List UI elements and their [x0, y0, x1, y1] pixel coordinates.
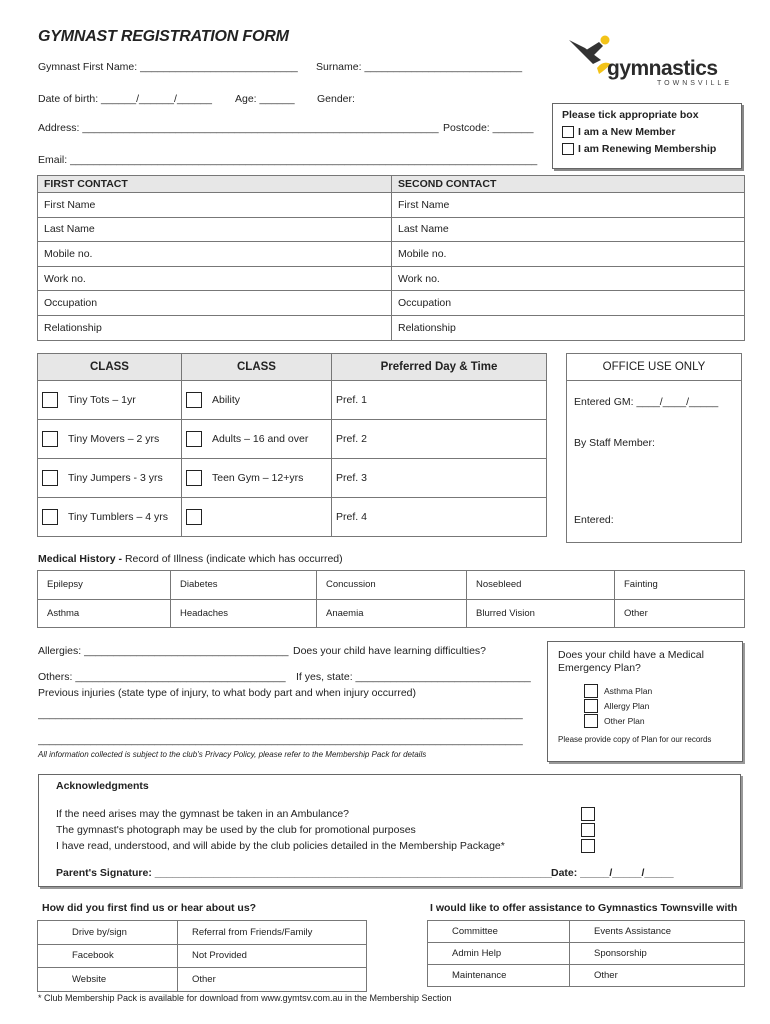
- find-us-option[interactable]: Facebook: [38, 944, 178, 968]
- assist-option[interactable]: Sponsorship: [570, 943, 745, 965]
- preferred-day-header: Preferred Day & Time: [332, 354, 547, 381]
- assistance-table: [427, 920, 745, 987]
- contact-cell[interactable]: Last Name: [392, 217, 745, 242]
- contact-cell[interactable]: Mobile no.: [38, 242, 392, 267]
- contact-cell[interactable]: First Name: [38, 193, 392, 218]
- logo-subtitle: TOWNSVILLE: [657, 80, 732, 87]
- class-label: Adults – 16 and over: [212, 433, 309, 445]
- staff-member-field[interactable]: By Staff Member:: [574, 437, 655, 449]
- renewing-member-option[interactable]: [562, 143, 732, 155]
- option-label: I am a New Member: [578, 126, 676, 138]
- assist-option[interactable]: Maintenance: [428, 965, 570, 987]
- checkbox[interactable]: [562, 143, 574, 155]
- checkbox[interactable]: [562, 126, 574, 138]
- find-us-option[interactable]: Referral from Friends/Family: [178, 921, 367, 945]
- entered-gm-field[interactable]: Entered GM: ____/____/_____: [574, 396, 719, 408]
- checkbox[interactable]: [186, 431, 202, 447]
- checkbox[interactable]: [42, 470, 58, 486]
- find-us-option[interactable]: Drive by/sign: [38, 921, 178, 945]
- acknowledgments-box: [38, 774, 741, 887]
- class-header: CLASS: [38, 354, 182, 381]
- entered-field[interactable]: Entered:: [574, 514, 614, 526]
- checkbox[interactable]: [186, 509, 202, 525]
- illness-cell[interactable]: Anaemia: [317, 599, 467, 628]
- checkbox[interactable]: [42, 509, 58, 525]
- allergy-plan-option[interactable]: Allergy Plan: [558, 699, 732, 713]
- ambulance-consent: If the need arises may the gymnast be taken in an Ambulance?: [56, 808, 350, 820]
- pref-cell[interactable]: Pref. 2: [332, 420, 547, 459]
- contact-cell[interactable]: Relationship: [392, 315, 745, 340]
- find-us-option[interactable]: Other: [178, 968, 367, 992]
- photo-consent: The gymnast's photograph may be used by the club for promotional purposes: [56, 824, 416, 836]
- assist-option[interactable]: Other: [570, 965, 745, 987]
- address-field[interactable]: Address: _____________________________________________________________: [38, 122, 439, 134]
- if-yes-field[interactable]: If yes, state: ______________________________: [296, 671, 531, 683]
- allergies-field[interactable]: Allergies: ___________________________________: [38, 645, 289, 657]
- acknowledgments-heading: Acknowledgments: [56, 780, 149, 792]
- office-use-box: [566, 353, 742, 543]
- office-use-heading: OFFICE USE ONLY: [567, 354, 741, 381]
- first-name-field[interactable]: Gymnast First Name: ___________________________: [38, 61, 298, 73]
- privacy-note: All information collected is subject to the club's Privacy Policy, please refer to the Membership Pack for details: [38, 750, 427, 759]
- class-label: Tiny Jumpers - 3 yrs: [68, 472, 163, 484]
- first-contact-header: FIRST CONTACT: [38, 176, 392, 193]
- contact-cell[interactable]: Occupation: [38, 291, 392, 316]
- postcode-field[interactable]: Postcode: _______: [443, 122, 534, 134]
- gymnastics-townsville-logo: [563, 30, 743, 92]
- medical-plan-question: Does your child have a Medical Emergency Plan?: [558, 649, 704, 674]
- membership-heading: Please tick appropriate box: [562, 109, 699, 121]
- assist-option[interactable]: Admin Help: [428, 943, 570, 965]
- contact-cell[interactable]: Work no.: [392, 266, 745, 291]
- checkbox[interactable]: [581, 839, 595, 853]
- dob-field[interactable]: Date of birth: ______/______/______: [38, 93, 212, 105]
- learning-difficulties-question: Does your child have learning difficulties?: [293, 645, 486, 657]
- illness-cell[interactable]: Other: [615, 599, 745, 628]
- class-label: Tiny Tumblers – 4 yrs: [68, 511, 168, 523]
- checkbox[interactable]: [584, 714, 598, 728]
- class-label: Ability: [212, 394, 241, 406]
- email-field[interactable]: Email: ________________________________________________________________________________: [38, 154, 538, 166]
- plan-copy-note: Please provide copy of Plan for our records: [558, 735, 712, 744]
- injuries-line[interactable]: ___________________________________________________________________________________: [38, 708, 523, 720]
- membership-tickbox: [552, 103, 742, 169]
- surname-field[interactable]: Surname: ___________________________: [316, 61, 523, 73]
- find-us-table: [37, 920, 367, 992]
- asthma-plan-option[interactable]: Asthma Plan: [558, 684, 732, 698]
- medical-history-table: [37, 570, 745, 628]
- illness-cell[interactable]: Fainting: [615, 571, 745, 600]
- find-us-question: How did you first find us or hear about us?: [42, 902, 257, 914]
- checkbox[interactable]: [584, 699, 598, 713]
- contact-cell[interactable]: Occupation: [392, 291, 745, 316]
- policy-consent: I have read, understood, and will abide by the club policies detailed in the Membership Package*: [56, 840, 505, 852]
- page-title: GYMNAST REGISTRATION FORM: [38, 28, 289, 45]
- illness-cell[interactable]: Nosebleed: [467, 571, 615, 600]
- gender-field[interactable]: Gender:: [317, 93, 355, 105]
- pref-cell[interactable]: Pref. 4: [332, 498, 547, 537]
- second-contact-header: SECOND CONTACT: [392, 176, 745, 193]
- checkbox[interactable]: [581, 807, 595, 821]
- pref-cell[interactable]: Pref. 1: [332, 381, 547, 420]
- parent-signature-field[interactable]: Parent's Signature: ____________________________________________________________________: [56, 867, 552, 879]
- contact-cell[interactable]: Mobile no.: [392, 242, 745, 267]
- illness-cell[interactable]: Diabetes: [171, 571, 317, 600]
- assistance-question: I would like to offer assistance to Gymnastics Townsville with: [430, 902, 738, 914]
- medical-history-heading: Medical History - Record of Illness (indicate which has occurred): [38, 553, 343, 565]
- contact-cell[interactable]: First Name: [392, 193, 745, 218]
- illness-cell[interactable]: Asthma: [38, 599, 171, 628]
- medical-plan-box: [547, 641, 743, 762]
- checkbox[interactable]: [186, 470, 202, 486]
- illness-cell[interactable]: Concussion: [317, 571, 467, 600]
- assist-option[interactable]: Committee: [428, 921, 570, 943]
- contacts-table: [37, 175, 745, 341]
- class-label: Tiny Movers – 2 yrs: [68, 433, 160, 445]
- injuries-line[interactable]: ___________________________________________________________________________________: [38, 734, 523, 746]
- checkbox[interactable]: [186, 392, 202, 408]
- others-field[interactable]: Others: ____________________________________: [38, 671, 286, 683]
- previous-injuries-label: Previous injuries (state type of injury, to what body part and when injury occurred): [38, 687, 416, 699]
- assist-option[interactable]: Events Assistance: [570, 921, 745, 943]
- checkbox[interactable]: [42, 431, 58, 447]
- class-header: CLASS: [182, 354, 332, 381]
- checkbox[interactable]: [581, 823, 595, 837]
- contact-cell[interactable]: Work no.: [38, 266, 392, 291]
- illness-cell[interactable]: Headaches: [171, 599, 317, 628]
- illness-cell[interactable]: Blurred Vision: [467, 599, 615, 628]
- find-us-option[interactable]: Website: [38, 968, 178, 992]
- other-plan-option[interactable]: Other Plan: [558, 714, 732, 728]
- class-label: Tiny Tots – 1yr: [68, 394, 136, 406]
- option-label: I am Renewing Membership: [578, 143, 717, 155]
- contact-cell[interactable]: Relationship: [38, 315, 392, 340]
- contact-cell[interactable]: Last Name: [38, 217, 392, 242]
- pref-cell[interactable]: Pref. 3: [332, 459, 547, 498]
- class-label: Teen Gym – 12+yrs: [212, 472, 304, 484]
- new-member-option[interactable]: [562, 126, 732, 138]
- illness-cell[interactable]: Epilepsy: [38, 571, 171, 600]
- membership-pack-note: * Club Membership Pack is available for download from www.gymtsv.com.au in the Membership Section: [38, 993, 452, 1003]
- class-table: [37, 353, 547, 537]
- find-us-option[interactable]: Not Provided: [178, 944, 367, 968]
- logo-wordmark: gymnastics: [607, 57, 718, 80]
- date-field[interactable]: Date: _____/_____/_____: [551, 867, 674, 879]
- age-field[interactable]: Age: ______: [235, 93, 295, 105]
- checkbox[interactable]: [584, 684, 598, 698]
- checkbox[interactable]: [42, 392, 58, 408]
